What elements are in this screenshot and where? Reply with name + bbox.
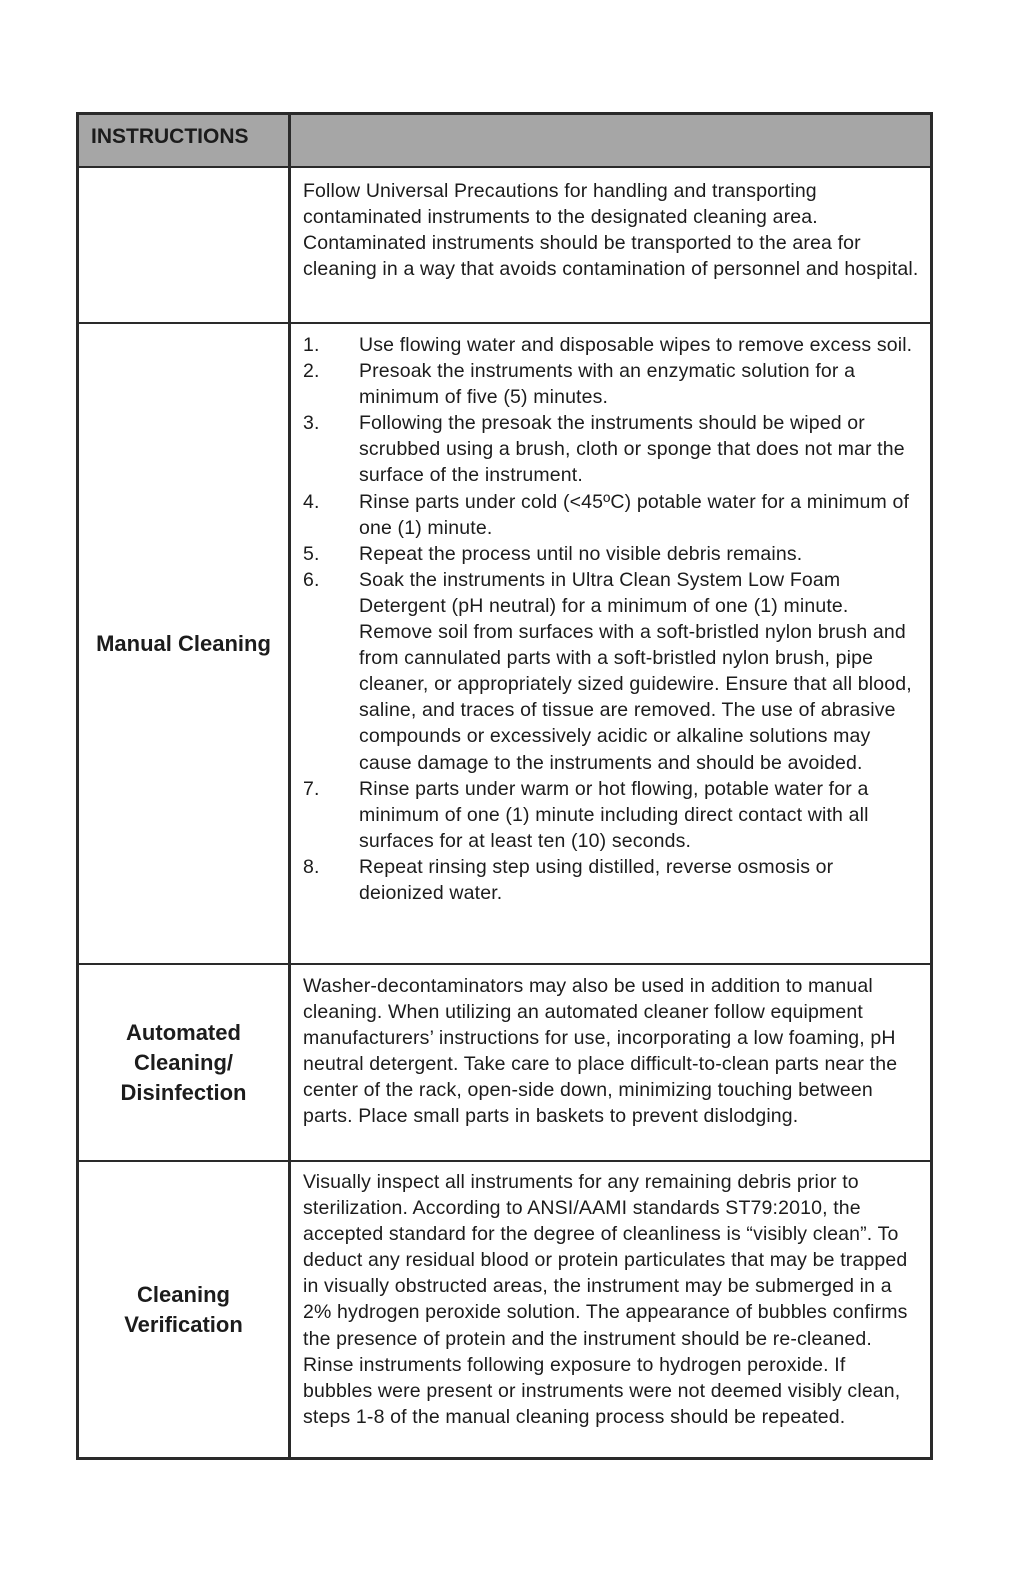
step-number: 5.: [303, 542, 320, 565]
table-header-title: INSTRUCTIONS: [91, 125, 249, 148]
step-text: Use flowing water and disposable wipes to remove excess soil.: [359, 334, 913, 356]
row-label-manual-cleaning: Manual Cleaning: [79, 324, 291, 963]
precautions-text: Follow Universal Precautions for handling and transporting contaminated instruments to the designated cleaning area. Contaminated instruments should be transported to the area for cleaning in a way that avoids contamination of personnel and hospital.: [303, 180, 919, 281]
step-text: Soak the instruments in Ultra Clean System Low Foam Detergent (pH neutral) for a minimum of one (1) minute. Remove soil from surfaces with a soft-bristled nylon brush and from cannulated parts with a soft-bristled nylon brush, pipe cleaner, or appropriately sized guidewire. Ensure that all blood, saline, and traces of tissue are removed. The use of abrasive compounds or excessively acidic or alkaline solutions may cause damage to the instruments and should be avoided.: [359, 568, 912, 774]
step-number: 2.: [303, 360, 320, 383]
manual-cleaning-steps: [303, 332, 920, 906]
step-text: Repeat the process until no visible debris remains.: [359, 542, 803, 565]
row-label-automated-cleaning: Automated Cleaning/ Disinfection: [79, 965, 291, 1160]
step-number: 7.: [303, 777, 320, 800]
list-item: [303, 489, 920, 541]
step-number: 1.: [303, 334, 320, 356]
list-item: [303, 776, 920, 854]
list-item: [303, 332, 920, 358]
step-number: 3.: [303, 412, 320, 435]
step-text: Presoak the instruments with an enzymatic solution for a minimum of five (5) minutes.: [359, 360, 856, 409]
row-automated-cleaning: [79, 965, 930, 1162]
list-item: [303, 410, 920, 488]
automated-cleaning-text: Washer-decontaminators may also be used in addition to manual cleaning. When utilizing an automated cleaner follow equipment manufacturers’ instructions for use, incorporating a low foaming, pH neutral detergent. Take care to place difficult-to-clean parts near the center of the rack, open-side down, minimizing touching between parts. Place small parts in baskets to prevent dislodging.: [303, 975, 898, 1128]
header-column-divider: [288, 115, 291, 166]
step-text: Repeat rinsing step using distilled, reverse osmosis or deionized water.: [359, 855, 834, 904]
step-number: 6.: [303, 568, 320, 591]
row-manual-cleaning: [79, 324, 930, 965]
step-number: 4.: [303, 490, 320, 513]
cleaning-verification-text: Visually inspect all instruments for any remaining debris prior to sterilization. According to ANSI/AAMI standards ST79:2010, the accepted standard for the degree of cleanliness is “visibly clean”. To deduct any residual blood or protein particulates that may be trapped in visually obstructed areas, the instrument may be submerged in a 2% hydrogen peroxide solution. The appearance of bubbles confirms the presence of protein and the instrument should be re-cleaned. Rinse instruments following exposure to hydrogen peroxide. If bubbles were present or instruments were not deemed visibly clean, steps 1-8 of the manual cleaning process should be repeated.: [303, 1171, 908, 1428]
table-header-row: [79, 115, 930, 168]
list-item: [303, 567, 920, 776]
step-text: Rinse parts under cold (<45ºC) potable water for a minimum of one (1) minute.: [359, 490, 910, 539]
row-label-cleaning-verification: Cleaning Verification: [79, 1162, 291, 1457]
instructions-table: [76, 112, 933, 1460]
row-cleaning-verification: [79, 1162, 930, 1457]
list-item: [303, 541, 920, 567]
step-number: 8.: [303, 855, 320, 878]
row-precautions: [79, 168, 930, 324]
list-item: [303, 854, 920, 906]
step-text: Rinse parts under warm or hot flowing, potable water for a minimum of one (1) minute including direct contact with all surfaces for at least ten (10) seconds.: [359, 777, 869, 852]
list-item: [303, 358, 920, 410]
row-label-precautions: [79, 168, 291, 322]
step-text: Following the presoak the instruments should be wiped or scrubbed using a brush, cloth or sponge that does not mar the surface of the instrument.: [359, 412, 905, 487]
